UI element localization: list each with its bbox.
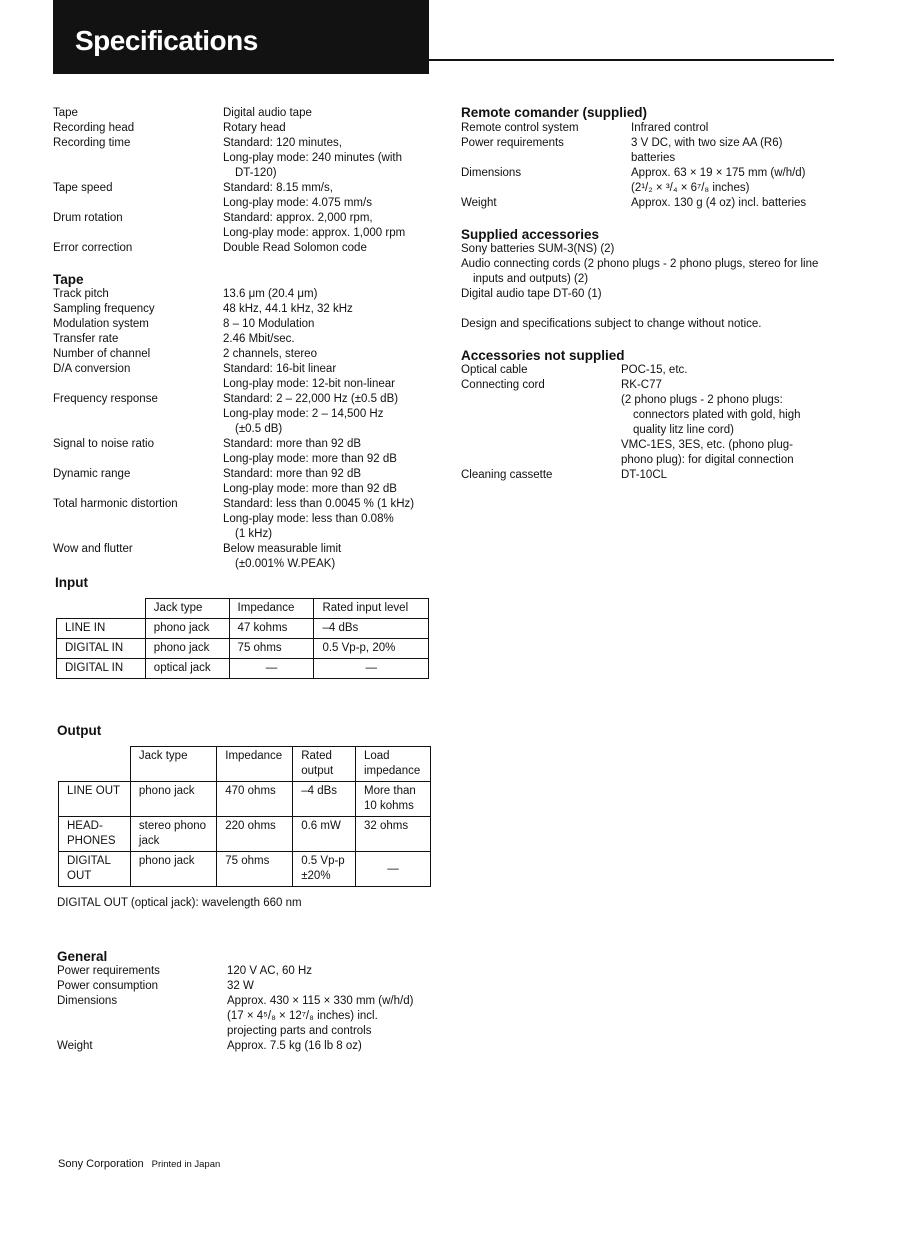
- table-header-cell: [57, 599, 146, 619]
- spec-value-line: Long-play mode: 240 minutes (with: [223, 152, 402, 164]
- spec-value-line: quality litz line cord): [633, 424, 734, 436]
- spec-value: [223, 136, 433, 181]
- table-header-row: [57, 599, 429, 619]
- supplied-line: Audio connecting cords (2 phono plugs - 2 phono plugs, stereo for line: [461, 258, 819, 270]
- table-cell: phono jack: [145, 619, 229, 639]
- spec-row: [53, 136, 433, 181]
- input-table: [56, 598, 429, 679]
- spec-row: [53, 121, 433, 136]
- title-rule: [429, 59, 834, 61]
- footer-company: Sony Corporation: [58, 1158, 144, 1170]
- spec-row: [53, 317, 433, 332]
- spec-value: [227, 979, 437, 994]
- spec-row: [57, 964, 437, 979]
- spec-label: Dynamic range: [53, 468, 131, 480]
- spec-value-line: Long-play mode: 12-bit non-linear: [223, 378, 395, 390]
- spec-value-line: Approx. 430 × 115 × 330 mm (w/h/d): [227, 995, 414, 1007]
- spec-value-line: connectors plated with gold, high: [633, 409, 801, 421]
- spec-value: [223, 211, 433, 241]
- spec-value: [621, 378, 841, 468]
- spec-row: [57, 979, 437, 994]
- spec-value-line: VMC-1ES, 3ES, etc. (phono plug-: [621, 439, 793, 451]
- spec-label: Connecting cord: [461, 379, 545, 391]
- spec-value: [631, 196, 841, 211]
- spec-row: [461, 378, 841, 468]
- spec-row: [53, 362, 433, 392]
- table-header-cell: Rated input level: [314, 599, 429, 619]
- spec-value-line: Long-play mode: approx. 1,000 rpm: [223, 227, 406, 239]
- spec-value-line: Standard: less than 0.0045 % (1 kHz): [223, 498, 415, 510]
- spec-value-line: 3 V DC, with two size AA (R6): [631, 137, 783, 149]
- table-cell: 47 kohms: [229, 619, 314, 639]
- output-note: DIGITAL OUT (optical jack): wavelength 660 nm: [57, 897, 302, 909]
- output-table: [58, 746, 431, 887]
- spec-value: [227, 1039, 437, 1054]
- input-heading: Input: [55, 575, 88, 590]
- table-header-cell: Rated output: [293, 747, 356, 782]
- table-row: [59, 852, 431, 887]
- spec-value: [223, 392, 433, 437]
- spec-value-line: POC-15, etc.: [621, 364, 688, 376]
- spec-label: Power requirements: [461, 137, 564, 149]
- spec-value: [631, 136, 841, 166]
- spec-value-line: 2 channels, stereo: [223, 348, 317, 360]
- remote-heading: Remote comander (supplied): [461, 105, 648, 120]
- spec-value-line: Long-play mode: more than 92 dB: [223, 483, 397, 495]
- supplied-line: Sony batteries SUM-3(NS) (2): [461, 243, 615, 255]
- spec-value-line: 32 W: [227, 980, 254, 992]
- table-row: [59, 817, 431, 852]
- spec-row: [461, 166, 841, 196]
- spec-row: [53, 497, 433, 542]
- spec-label: Weight: [461, 197, 497, 209]
- spec-label: Weight: [57, 1040, 93, 1052]
- spec-value-line: Long-play mode: 2 – 14,500 Hz: [223, 408, 384, 420]
- spec-label: Dimensions: [57, 995, 118, 1007]
- spec-value-line: (2 phono plugs - 2 phono plugs:: [621, 394, 783, 406]
- table-cell: –4 dBs: [314, 619, 429, 639]
- table-cell: 220 ohms: [217, 817, 293, 852]
- table-header-cell: Load impedance: [355, 747, 430, 782]
- supplied-line: Digital audio tape DT-60 (1): [461, 288, 602, 300]
- general-specs: [57, 964, 437, 1054]
- spec-value-line: 2.46 Mbit/sec.: [223, 333, 295, 345]
- spec-row: [461, 363, 841, 378]
- spec-value-line: Standard: approx. 2,000 rpm,: [223, 212, 373, 224]
- spec-value-line: Double Read Solomon code: [223, 242, 367, 254]
- supplied-list: [461, 242, 851, 302]
- table-cell: DIGITAL IN: [57, 659, 146, 679]
- spec-label: Sampling frequency: [53, 303, 155, 315]
- spec-value-line: Standard: 16-bit linear: [223, 363, 337, 375]
- title-bar: [53, 0, 429, 74]
- table-cell: —: [229, 659, 314, 679]
- spec-value-line: Standard: 8.15 mm/s,: [223, 182, 333, 194]
- spec-value: [223, 317, 433, 332]
- spec-label: Frequency response: [53, 393, 158, 405]
- spec-label: Track pitch: [53, 288, 109, 300]
- spec-value-line: Digital audio tape: [223, 107, 312, 119]
- spec-value: [223, 106, 433, 121]
- table-row: [57, 619, 429, 639]
- spec-value: [223, 302, 433, 317]
- general-heading: General: [57, 949, 108, 964]
- table-header-cell: Jack type: [145, 599, 229, 619]
- spec-label: Error correction: [53, 242, 133, 254]
- spec-label: Remote control system: [461, 122, 579, 134]
- spec-row: [53, 106, 433, 121]
- spec-value-line: RK-C77: [621, 379, 662, 391]
- table-cell: 75 ohms: [217, 852, 293, 887]
- spec-value-line: Standard: 2 – 22,000 Hz (±0.5 dB): [223, 393, 399, 405]
- supplied-heading: Supplied accessories: [461, 227, 600, 242]
- spec-value-line: Long-play mode: 4.075 mm/s: [223, 197, 372, 209]
- spec-row: [53, 302, 433, 317]
- spec-value-line: (±0.5 dB): [235, 423, 283, 435]
- spec-label: Optical cable: [461, 364, 528, 376]
- design-note: Design and specifications subject to change without notice.: [461, 318, 762, 330]
- spec-value-line: Standard: more than 92 dB: [223, 468, 362, 480]
- spec-row: [53, 181, 433, 211]
- spec-value: [227, 994, 437, 1039]
- spec-value: [223, 467, 433, 497]
- tape-specs: [53, 287, 433, 572]
- output-heading: Output: [57, 723, 102, 738]
- spec-row: [461, 121, 841, 136]
- spec-value: [223, 121, 433, 136]
- spec-value-line: DT-120): [235, 167, 277, 179]
- table-cell: 0.5 Vp-p, 20%: [314, 639, 429, 659]
- table-cell: 75 ohms: [229, 639, 314, 659]
- spec-value: [227, 964, 437, 979]
- spec-value-line: 8 – 10 Modulation: [223, 318, 315, 330]
- table-cell: 0.6 mW: [293, 817, 356, 852]
- spec-value-line: Approx. 63 × 19 × 175 mm (w/h/d): [631, 167, 806, 179]
- spec-row: [57, 1039, 437, 1054]
- table-row: [57, 659, 429, 679]
- spec-label: Transfer rate: [53, 333, 119, 345]
- spec-label: Tape speed: [53, 182, 113, 194]
- spec-value: [223, 287, 433, 302]
- spec-row: [53, 332, 433, 347]
- spec-label: Drum rotation: [53, 212, 123, 224]
- footer: [58, 1157, 220, 1172]
- spec-value: [223, 362, 433, 392]
- table-header-row: [59, 747, 431, 782]
- spec-row: [53, 211, 433, 241]
- table-cell: —: [355, 852, 430, 887]
- spec-label: Recording head: [53, 122, 135, 134]
- spec-value: [621, 363, 841, 378]
- spec-row: [461, 136, 841, 166]
- spec-value-line: Approx. 7.5 kg (16 lb 8 oz): [227, 1040, 362, 1052]
- table-cell: phono jack: [130, 852, 216, 887]
- spec-value-line: DT-10CL: [621, 469, 668, 481]
- spec-value-line: (17 × 4⁵/₈ × 12⁷/₈ inches) incl.: [227, 1010, 378, 1022]
- spec-row: [461, 468, 841, 483]
- spec-row: [53, 542, 433, 572]
- spec-value: [223, 437, 433, 467]
- spec-value-line: (1 kHz): [235, 528, 273, 540]
- table-cell: 32 ohms: [355, 817, 430, 852]
- table-cell: stereo phono jack: [130, 817, 216, 852]
- spec-value: [223, 181, 433, 211]
- spec-label: Wow and flutter: [53, 543, 133, 555]
- table-header-cell: Impedance: [229, 599, 314, 619]
- spec-value-line: Standard: more than 92 dB: [223, 438, 362, 450]
- table-cell: More than 10 kohms: [355, 782, 430, 817]
- spec-value-line: Below measurable limit: [223, 543, 342, 555]
- spec-value: [631, 121, 841, 136]
- spec-value-line: Approx. 130 g (4 oz) incl. batteries: [631, 197, 807, 209]
- spec-row: [53, 347, 433, 362]
- spec-value-line: 48 kHz, 44.1 kHz, 32 kHz: [223, 303, 353, 315]
- spec-value-line: Long-play mode: more than 92 dB: [223, 453, 397, 465]
- table-cell: phono jack: [145, 639, 229, 659]
- table-row: [59, 782, 431, 817]
- spec-value: [223, 241, 433, 256]
- spec-value-line: phono plug): for digital connection: [621, 454, 794, 466]
- spec-label: Signal to noise ratio: [53, 438, 155, 450]
- spec-row: [57, 994, 437, 1039]
- spec-label: Total harmonic distortion: [53, 498, 178, 510]
- spec-row: [53, 437, 433, 467]
- spec-label: Modulation system: [53, 318, 149, 330]
- top-specs: [53, 106, 433, 256]
- spec-value-line: 13.6 μm (20.4 μm): [223, 288, 318, 300]
- spec-value-line: Standard: 120 minutes,: [223, 137, 342, 149]
- spec-value: [223, 497, 433, 542]
- spec-value-line: Infrared control: [631, 122, 709, 134]
- spec-value-line: 120 V AC, 60 Hz: [227, 965, 313, 977]
- spec-row: [53, 392, 433, 437]
- table-cell: phono jack: [130, 782, 216, 817]
- spec-row: [53, 467, 433, 497]
- spec-label: Recording time: [53, 137, 131, 149]
- page-title: Specifications: [75, 25, 258, 56]
- spec-label: Power consumption: [57, 980, 158, 992]
- table-cell: 470 ohms: [217, 782, 293, 817]
- spec-row: [53, 287, 433, 302]
- table-cell: —: [314, 659, 429, 679]
- spec-value: [621, 468, 841, 483]
- table-cell: DIGITAL IN: [57, 639, 146, 659]
- footer-printed: Printed in Japan: [151, 1159, 221, 1170]
- table-cell: DIGITAL OUT: [59, 852, 131, 887]
- not-supplied-heading: Accessories not supplied: [461, 348, 625, 363]
- spec-value: [631, 166, 841, 196]
- table-cell: LINE OUT: [59, 782, 131, 817]
- spec-value: [223, 332, 433, 347]
- table-cell: 0.5 Vp-p ±20%: [293, 852, 356, 887]
- spec-value: [223, 542, 433, 572]
- not-supplied-specs: [461, 363, 841, 483]
- spec-value-line: (2¹/₂ × ³/₄ × 6⁷/₈ inches): [631, 182, 750, 194]
- table-row: [57, 639, 429, 659]
- spec-label: Dimensions: [461, 167, 522, 179]
- spec-label: Cleaning cassette: [461, 469, 553, 481]
- spec-value: [223, 347, 433, 362]
- spec-value-line: batteries: [631, 152, 676, 164]
- table-header-cell: [59, 747, 131, 782]
- table-header-cell: Impedance: [217, 747, 293, 782]
- spec-value-line: projecting parts and controls: [227, 1025, 372, 1037]
- spec-value-line: Long-play mode: less than 0.08%: [223, 513, 394, 525]
- spec-label: Power requirements: [57, 965, 160, 977]
- spec-value-line: (±0.001% W.PEAK): [235, 558, 336, 570]
- table-cell: LINE IN: [57, 619, 146, 639]
- supplied-line: inputs and outputs) (2): [473, 273, 589, 285]
- spec-value-line: Rotary head: [223, 122, 286, 134]
- table-cell: optical jack: [145, 659, 229, 679]
- spec-label: Tape: [53, 107, 78, 119]
- spec-label: D/A conversion: [53, 363, 131, 375]
- spec-row: [461, 196, 841, 211]
- spec-label: Number of channel: [53, 348, 151, 360]
- table-cell: HEAD-PHONES: [59, 817, 131, 852]
- table-cell: –4 dBs: [293, 782, 356, 817]
- table-header-cell: Jack type: [130, 747, 216, 782]
- spec-row: [53, 241, 433, 256]
- tape-heading: Tape: [53, 272, 84, 287]
- remote-specs: [461, 121, 841, 211]
